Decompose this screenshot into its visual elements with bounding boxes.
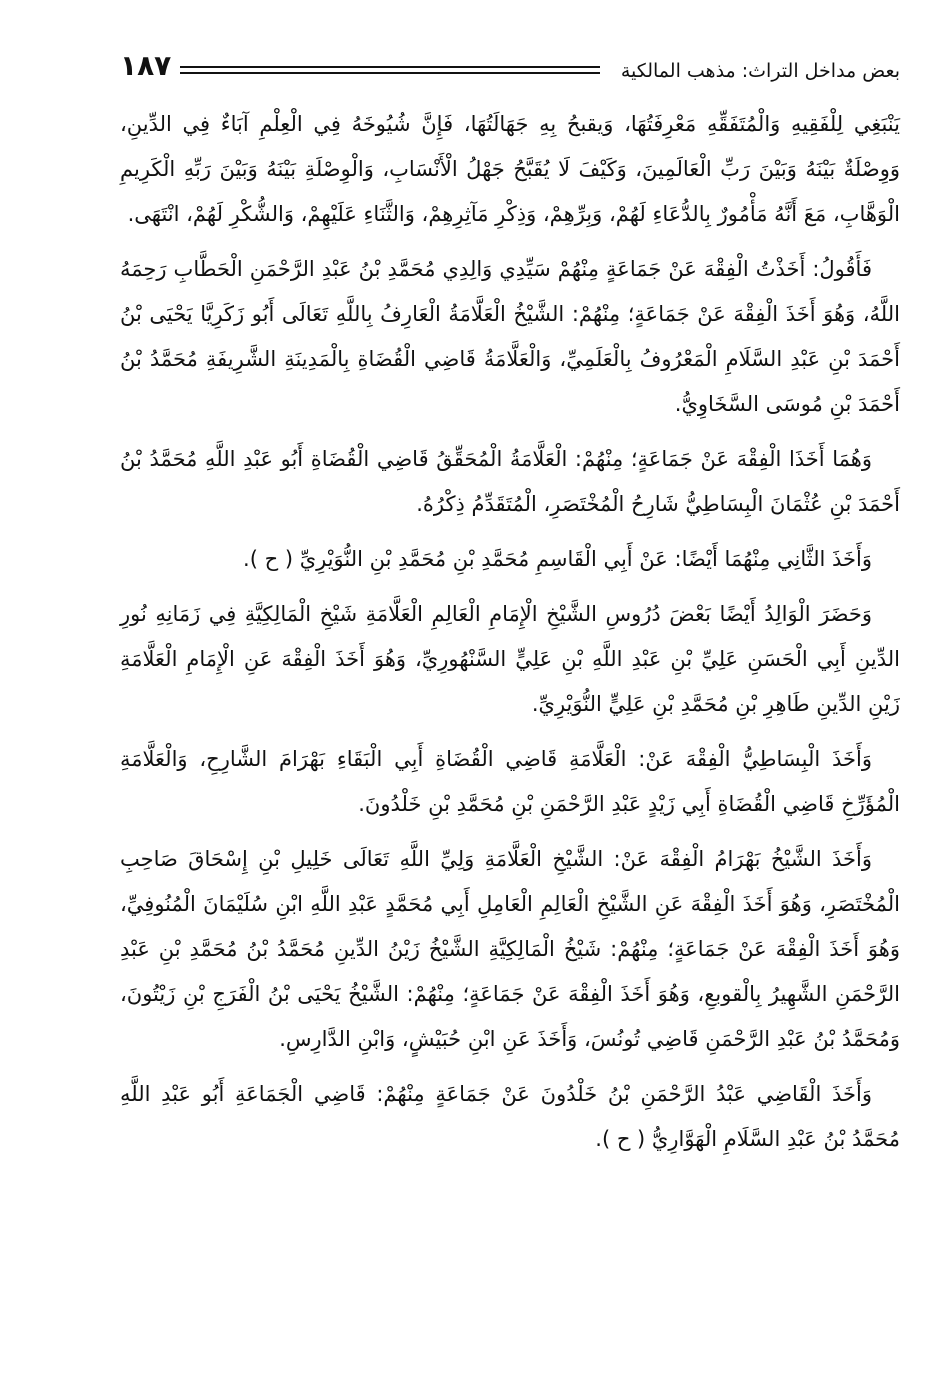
paragraph: وَأَخَذَ الْقَاضِي عَبْدُ الرَّحْمَنِ بْنُ خَلْدُونَ عَنْ جَمَاعَةٍ مِنْهُمْ: قَاضِي الْجَمَاعَةِ أَبُو عَبْدِ اللَّهِ مُحَمَّدُ بْنُ عَبْدِ السَّلَامِ الْهَوَّارِيُّ ( ح ). (120, 1082, 900, 1151)
paragraph: وَحَضَرَ الْوَالِدُ أَيْضًا بَعْضَ دُرُوسِ الشَّيْخِ الْإِمَامِ الْعَالِمِ الْعَلَّامَةِ شَيْخِ الْمَالِكِيَّةِ فِي زَمَانِهِ نُورِ الدِّينِ أَبِي الْحَسَنِ عَلِيِّ بْنِ عَبْدِ اللَّهِ بْنِ عَلِيٍّ السَّنْهُورِيِّ، وَهُوَ أَخَذَ الْفِقْهَ عَنِ الْإِمَامِ الْعَلَّامَةِ زَيْنِ الدِّينِ طَاهِرِ بْنِ مُحَمَّدِ بْنِ عَلِيٍّ النُّوَيْرِيِّ. (120, 602, 900, 716)
paragraph: فَأَقُولُ: أَخَذْتُ الْفِقْهَ عَنْ جَمَاعَةٍ مِنْهُمْ سَيِّدِي وَالِدِي مُحَمَّدِ بْنُ عَبْدِ الرَّحْمَنِ الْحَطَّابِ رَحِمَهُ اللَّهُ، وَهُوَ أَخَذَ الْفِقْهَ عَنْ جَمَاعَةٍ؛ مِنْهُمْ: الشَّيْخُ الْعَلَّامَةُ الْعَارِفُ بِاللَّهِ تَعَالَى أَبُو زَكَرِيَّا يَحْيَى بْنُ أَحْمَدَ بْنِ عَبْدِ السَّلَامِ الْمَعْرُوفُ بِالْعَلَمِيِّ، وَالْعَلَّامَةُ قَاضِي الْقُضَاةِ بِالْمَدِينَةِ الشَّرِيفَةِ مُحَمَّدُ بْنُ أَحْمَدَ بْنِ مُوسَى السَّخَاوِيُّ. (120, 257, 900, 416)
paragraph: وَأَخَذَ الْبِسَاطِيُّ الْفِقْهَ عَنْ: الْعَلَّامَةِ قَاضِي الْقُضَاةِ أَبِي الْبَقَاءِ بَهْرَامَ الشَّارِحِ، وَالْعَلَّامَةِ الْمُؤَرِّخِ قَاضِي الْقُضَاةِ أَبِي زَيْدٍ عَبْدِ الرَّحْمَنِ بْنِ مُحَمَّدِ بْنِ خَلْدُونَ. (120, 747, 900, 816)
header-rule-line (180, 72, 600, 74)
paragraph: يَنْبَغِي لِلْفَقِيهِ وَالْمُتَفَقِّهِ مَعْرِفَتُهَا، وَيقبحُ بِهِ جَهَالَتُهَا، فَإِنَّ شُيُوخَهُ فِي الْعِلْمِ آبَاءٌ فِي الدِّينِ، وَوِصْلَةٌ بَيْنَهُ وَبَيْنَ رَبِّ الْعَالَمِينَ، وَكَيْفَ لَا يُقَبَّحُ جَهْلُ الْأَنْسَابِ، وَالْوِصْلَةِ بَيْنَهُ وَبَيْنَ رَبِّهِ الْكَرِيمِ الْوَهَّابِ، مَعَ أَنَّهُ مَأْمُورٌ بِالدُّعَاءِ لَهُمْ، وَبِرِّهِمْ، وَذِكْرِ مَآثِرِهِمْ، وَالثَّنَاءِ عَلَيْهِمْ، وَالشُّكْرِ لَهُمْ، انْتَهَى. (120, 112, 900, 226)
running-title: بعض مداخل التراث: مذهب المالكية (620, 60, 900, 82)
header-rule-line (180, 66, 600, 68)
header-double-rule (180, 66, 600, 74)
page-number: ١٨٧ (120, 49, 172, 82)
page-body (120, 102, 900, 1172)
page-header (120, 49, 900, 96)
paragraph: وَهُمَا أَخَذَا الْفِقْهَ عَنْ جَمَاعَةٍ؛ مِنْهُمْ: الْعَلَّامَةُ الْمُحَقِّقُ قَاضِي الْقُضَاةِ أَبُو عَبْدِ اللَّهِ مُحَمَّدُ بْنُ أَحْمَدَ بْنِ عُثْمَانَ الْبِسَاطِيُّ شَارِحُ الْمُخْتَصَرِ، الْمُتَقَدِّمُ ذِكْرُهُ. (120, 447, 900, 516)
paragraph: وَأَخَذَ الشَّيْخُ بَهْرَامُ الْفِقْهَ عَنْ: الشَّيْخِ الْعَلَّامَةِ وَلِيِّ اللَّهِ تَعَالَى خَلِيلِ بْنِ إِسْحَاقَ صَاحِبِ الْمُخْتَصَرِ، وَهُوَ أَخَذَ الْفِقْهَ عَنِ الشَّيْخِ الْعَالِمِ الْعَامِلِ أَبِي مُحَمَّدٍ عَبْدِ اللَّهِ ابْنِ سُلَيْمَانَ الْمُنُوفِيِّ، وَهُوَ أَخَذَ الْفِقْهَ عَنْ جَمَاعَةٍ؛ مِنْهُمْ: شَيْخُ الْمَالِكِيَّةِ الشَّيْخُ زَيْنُ الدِّينِ مُحَمَّدُ بْنُ مُحَمَّدِ بْنِ عَبْدِ الرَّحْمَنِ الشَّهِيرُ بِالْقوبعِ، وَهُوَ أَخَذَ الْفِقْهَ عَنْ جَمَاعَةٍ؛ مِنْهُمْ: الشَّيْخُ يَحْيَى بْنُ الْفَرَجِ بْنِ زَيْتُونَ، وَمُحَمَّدُ بْنُ عَبْدِ الرَّحْمَنِ قَاضِي تُونُسَ، وَأَخَذَ عَنِ ابْنِ حُبَيْشٍ، وَابْنِ الدَّارِسِ. (120, 847, 900, 1051)
paragraph: وَأَخَذَ الثَّانِي مِنْهُمَا أَيْضًا: عَنْ أَبِي الْقَاسِمِ مُحَمَّدِ بْنِ مُحَمَّدِ بْنِ النُّوَيْرِيِّ ( ح ). (243, 547, 872, 571)
